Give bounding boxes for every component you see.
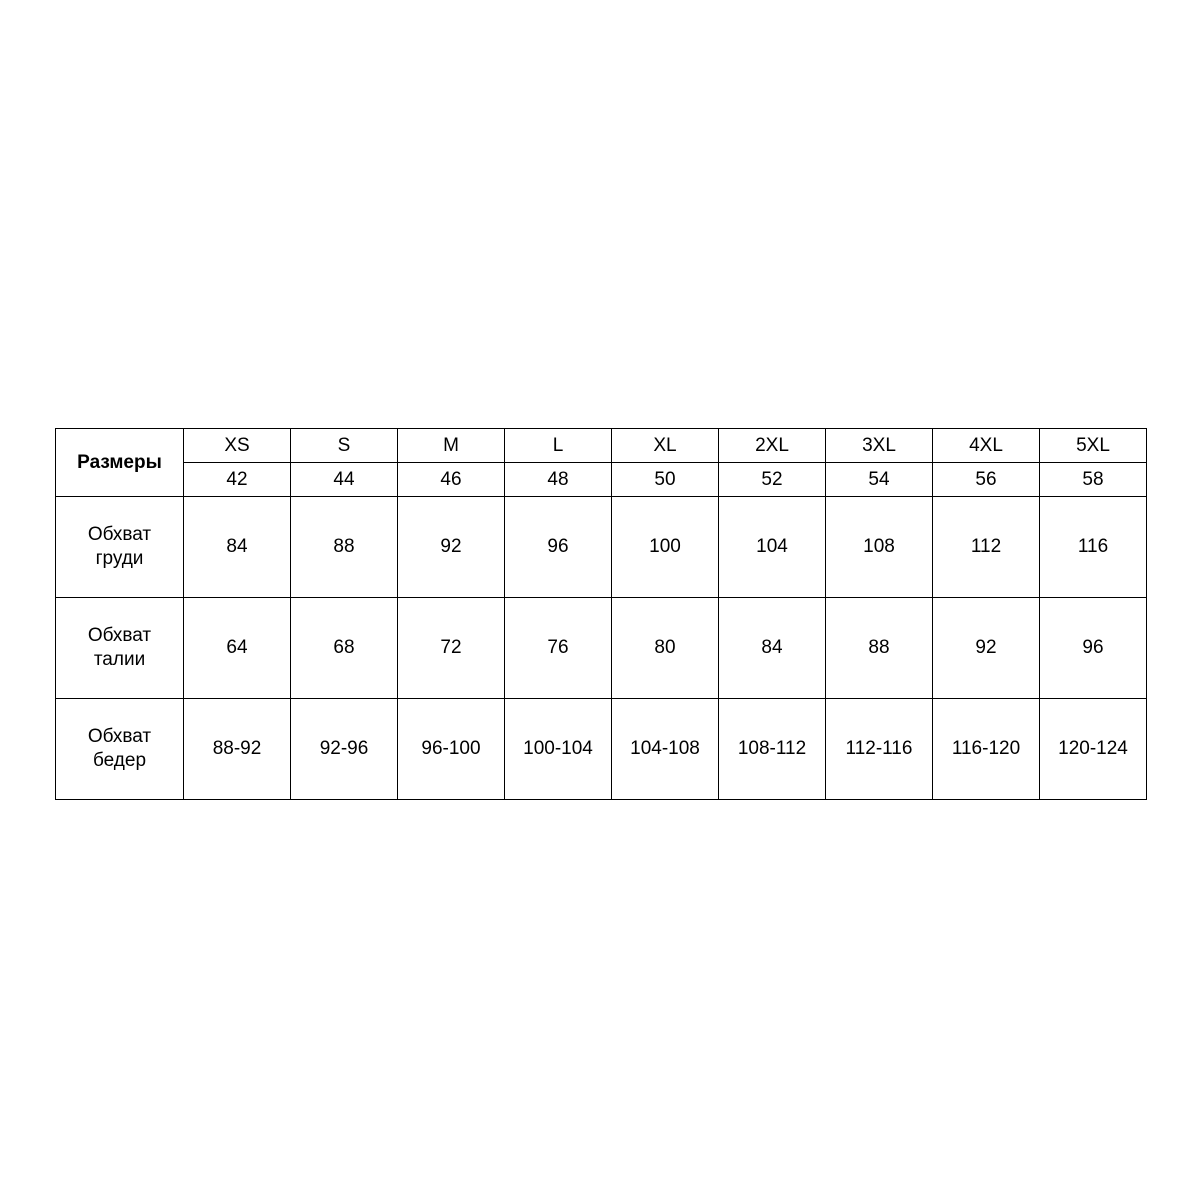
size-letter-cell: XS [184, 429, 291, 463]
row-label-chest [56, 497, 184, 598]
table-cell: 80 [612, 598, 719, 699]
table-cell: 92 [398, 497, 505, 598]
table-cell: 68 [291, 598, 398, 699]
size-letter-cell: 3XL [826, 429, 933, 463]
table-cell: 88-92 [184, 699, 291, 800]
table-row-size-letters [56, 429, 1147, 463]
size-chart-table [55, 428, 1147, 800]
table-row [56, 699, 1147, 800]
size-number-cell: 56 [933, 463, 1040, 497]
table-cell: 96 [1040, 598, 1147, 699]
row-label-line1: Обхват [87, 624, 152, 646]
table-cell: 84 [184, 497, 291, 598]
row-label-line2: бедер [92, 750, 147, 771]
size-number-cell: 54 [826, 463, 933, 497]
table-cell: 100 [612, 497, 719, 598]
size-letter-cell: L [505, 429, 612, 463]
table-cell: 108 [826, 497, 933, 598]
table-cell: 112-116 [826, 699, 933, 800]
size-number-cell: 52 [719, 463, 826, 497]
row-label-line2: груди [95, 548, 144, 569]
table-cell: 64 [184, 598, 291, 699]
table-cell: 72 [398, 598, 505, 699]
table-cell: 96-100 [398, 699, 505, 800]
table-row [56, 497, 1147, 598]
size-letter-cell: S [291, 429, 398, 463]
size-number-cell: 48 [505, 463, 612, 497]
row-label-line2: талии [93, 649, 146, 670]
size-letter-cell: M [398, 429, 505, 463]
table-cell: 104 [719, 497, 826, 598]
table-cell: 88 [291, 497, 398, 598]
table-cell: 92-96 [291, 699, 398, 800]
table-cell: 116-120 [933, 699, 1040, 800]
table-cell: 76 [505, 598, 612, 699]
table-cell: 84 [719, 598, 826, 699]
table-row [56, 598, 1147, 699]
table-cell: 96 [505, 497, 612, 598]
table-cell: 100-104 [505, 699, 612, 800]
size-letter-cell: XL [612, 429, 719, 463]
table-corner-label: Размеры [56, 429, 184, 497]
row-label-line1: Обхват [87, 523, 152, 545]
size-number-cell: 42 [184, 463, 291, 497]
table-cell: 116 [1040, 497, 1147, 598]
table-cell: 92 [933, 598, 1040, 699]
table-row-size-numbers [56, 463, 1147, 497]
table-cell: 88 [826, 598, 933, 699]
size-letter-cell: 2XL [719, 429, 826, 463]
table-cell: 120-124 [1040, 699, 1147, 800]
size-letter-cell: 4XL [933, 429, 1040, 463]
size-letter-cell: 5XL [1040, 429, 1147, 463]
table-cell: 104-108 [612, 699, 719, 800]
size-number-cell: 44 [291, 463, 398, 497]
size-number-cell: 50 [612, 463, 719, 497]
table-cell: 112 [933, 497, 1040, 598]
row-label-hips [56, 699, 184, 800]
size-chart-container [55, 428, 1145, 800]
size-number-cell: 46 [398, 463, 505, 497]
row-label-waist [56, 598, 184, 699]
table-cell: 108-112 [719, 699, 826, 800]
row-label-line1: Обхват [87, 725, 152, 747]
size-number-cell: 58 [1040, 463, 1147, 497]
